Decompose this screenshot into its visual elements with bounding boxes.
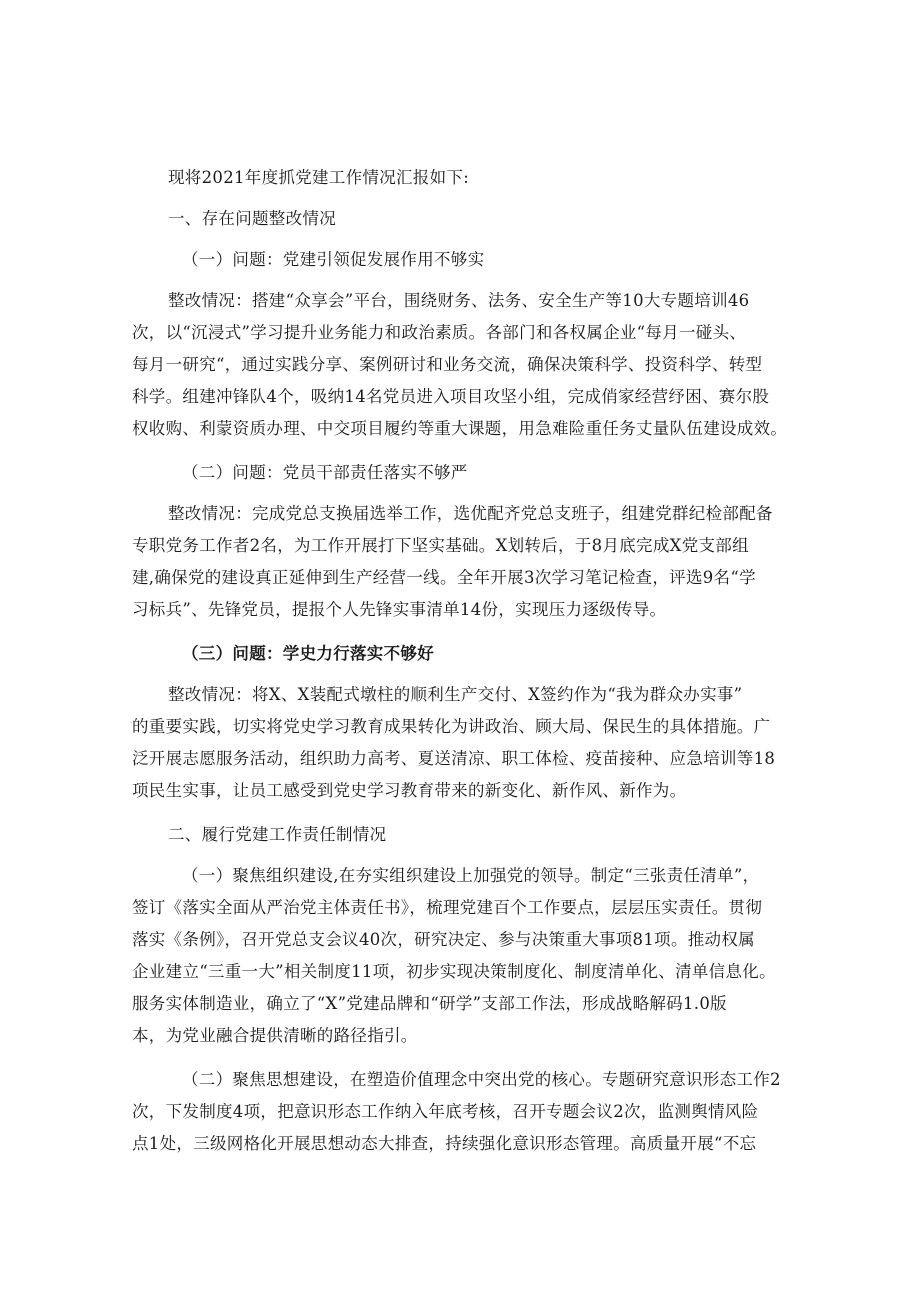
intro-text: 现将2021年度抓党建工作情况汇报如下:: [168, 168, 470, 187]
responsibility-para-2: [132, 1064, 794, 1160]
issue-2-line-1: 整改情况：完成党总支换届选举工作，选优配齐党总支班子，组建党群纪检部配备: [168, 504, 773, 523]
issue-1-line-4: 科学。组建冲锋队4个，吸纳14名党员进入项目攻坚小组，完成俏家经营纾困、赛尔股: [132, 387, 770, 406]
issue-2-line-3: 建,确保党的建设真正延伸到生产经营一线。全年开展3次学习笔记检查，评选9名“学: [132, 568, 756, 587]
resp-1-line-1: （一）聚焦组织建设,在夯实组织建设上加强党的领导。制定“三张责任清单”，: [182, 866, 760, 885]
resp-1-line-5: 服务实体制造业，确立了“X”党建品牌和“研学”支部工作法，形成战略解码1.0版: [132, 994, 727, 1013]
resp-1-line-4: 企业建立“三重一大”相关制度11项，初步实现决策制度化、制度清单化、清单信息化。: [132, 962, 776, 981]
resp-1-line-3: 落实《条例》，召开党总支会议40次，研究决定、参与决策重大事项81项。推动权属: [132, 930, 755, 949]
issue-3-line-2: 的重要实践，切实将党史学习教育成果转化为讲政治、顾大局、保民生的具体措施。广: [132, 717, 771, 736]
document-page: [132, 162, 794, 1172]
issue-3-line-3: 泛开展志愿服务活动，组织助力高考、夏送清凉、职工体检、疫苗接种、应急培训等18: [132, 749, 776, 768]
issue-1-body: [132, 285, 794, 445]
issue-2-line-2: 专职党务工作者2名，为工作开展打下坚实基础。X划转后，于8月底完成X党支部组: [132, 536, 749, 555]
issue-1-line-3: 每月一研究“，通过实践分享、案例研讨和业务交流，确保决策科学、投资科学、转型: [132, 355, 763, 374]
issue-1-line-2: 次，以“沉浸式”学习提升业务能力和政治素质。各部门和各权属企业“每月一碰头、: [132, 323, 747, 342]
issue-3-line-1: 整改情况：将X、X装配式墩柱的顺利生产交付、X签约作为“我为群众办实事”: [168, 685, 743, 704]
resp-2-line-2: 次，下发制度4项，把意识形态工作纳入年底考核，召开专题会议2次，监测舆情风险: [132, 1102, 759, 1121]
issue-2-heading: （二）问题：党员干部责任落实不够严: [182, 463, 468, 482]
issue-3-line-4: 项民生实事，让员工感受到党史学习教育带来的新变化、新作风、新作为。: [132, 781, 687, 800]
resp-2-line-3: 点1处，三级网格化开展思想动态大排查，持续强化意识形态管理。高质量开展“不忘: [132, 1134, 757, 1153]
resp-2-line-1: （二）聚焦思想建设，在塑造价值理念中突出党的核心。专题研究意识形态工作2: [182, 1070, 781, 1089]
section-2-title: 二、履行党建工作责任制情况: [168, 825, 387, 844]
resp-1-line-6: 本，为党业融合提供清晰的路径指引。: [132, 1026, 418, 1045]
issue-2-line-4: 习标兵”、先锋党员，提报个人先锋实事清单14份，实现压力逐级传导。: [132, 600, 667, 619]
issue-3-heading: （三）问题：学史力行落实不够好: [182, 644, 434, 663]
issue-1-line-1: 整改情况：搭建“众享会”平台，围绕财务、法务、安全生产等10大专题培训46: [168, 291, 750, 310]
issue-2-body: [132, 498, 794, 626]
issue-1-line-5: 权收购、利蒙资质办理、中交项目履约等重大课题，用急难险重任务丈量队伍建设成效。: [132, 419, 788, 438]
resp-1-line-2: 签订《落实全面从严治党主体责任书》，梳理党建百个工作要点，层层压实责任。贯彻: [132, 898, 763, 917]
responsibility-para-1: [132, 860, 794, 1052]
issue-3-body: [132, 679, 794, 807]
issue-1-heading: （一）问题：党建引领促发展作用不够实: [182, 250, 485, 269]
section-1-title: 一、存在问题整改情况: [168, 209, 336, 228]
